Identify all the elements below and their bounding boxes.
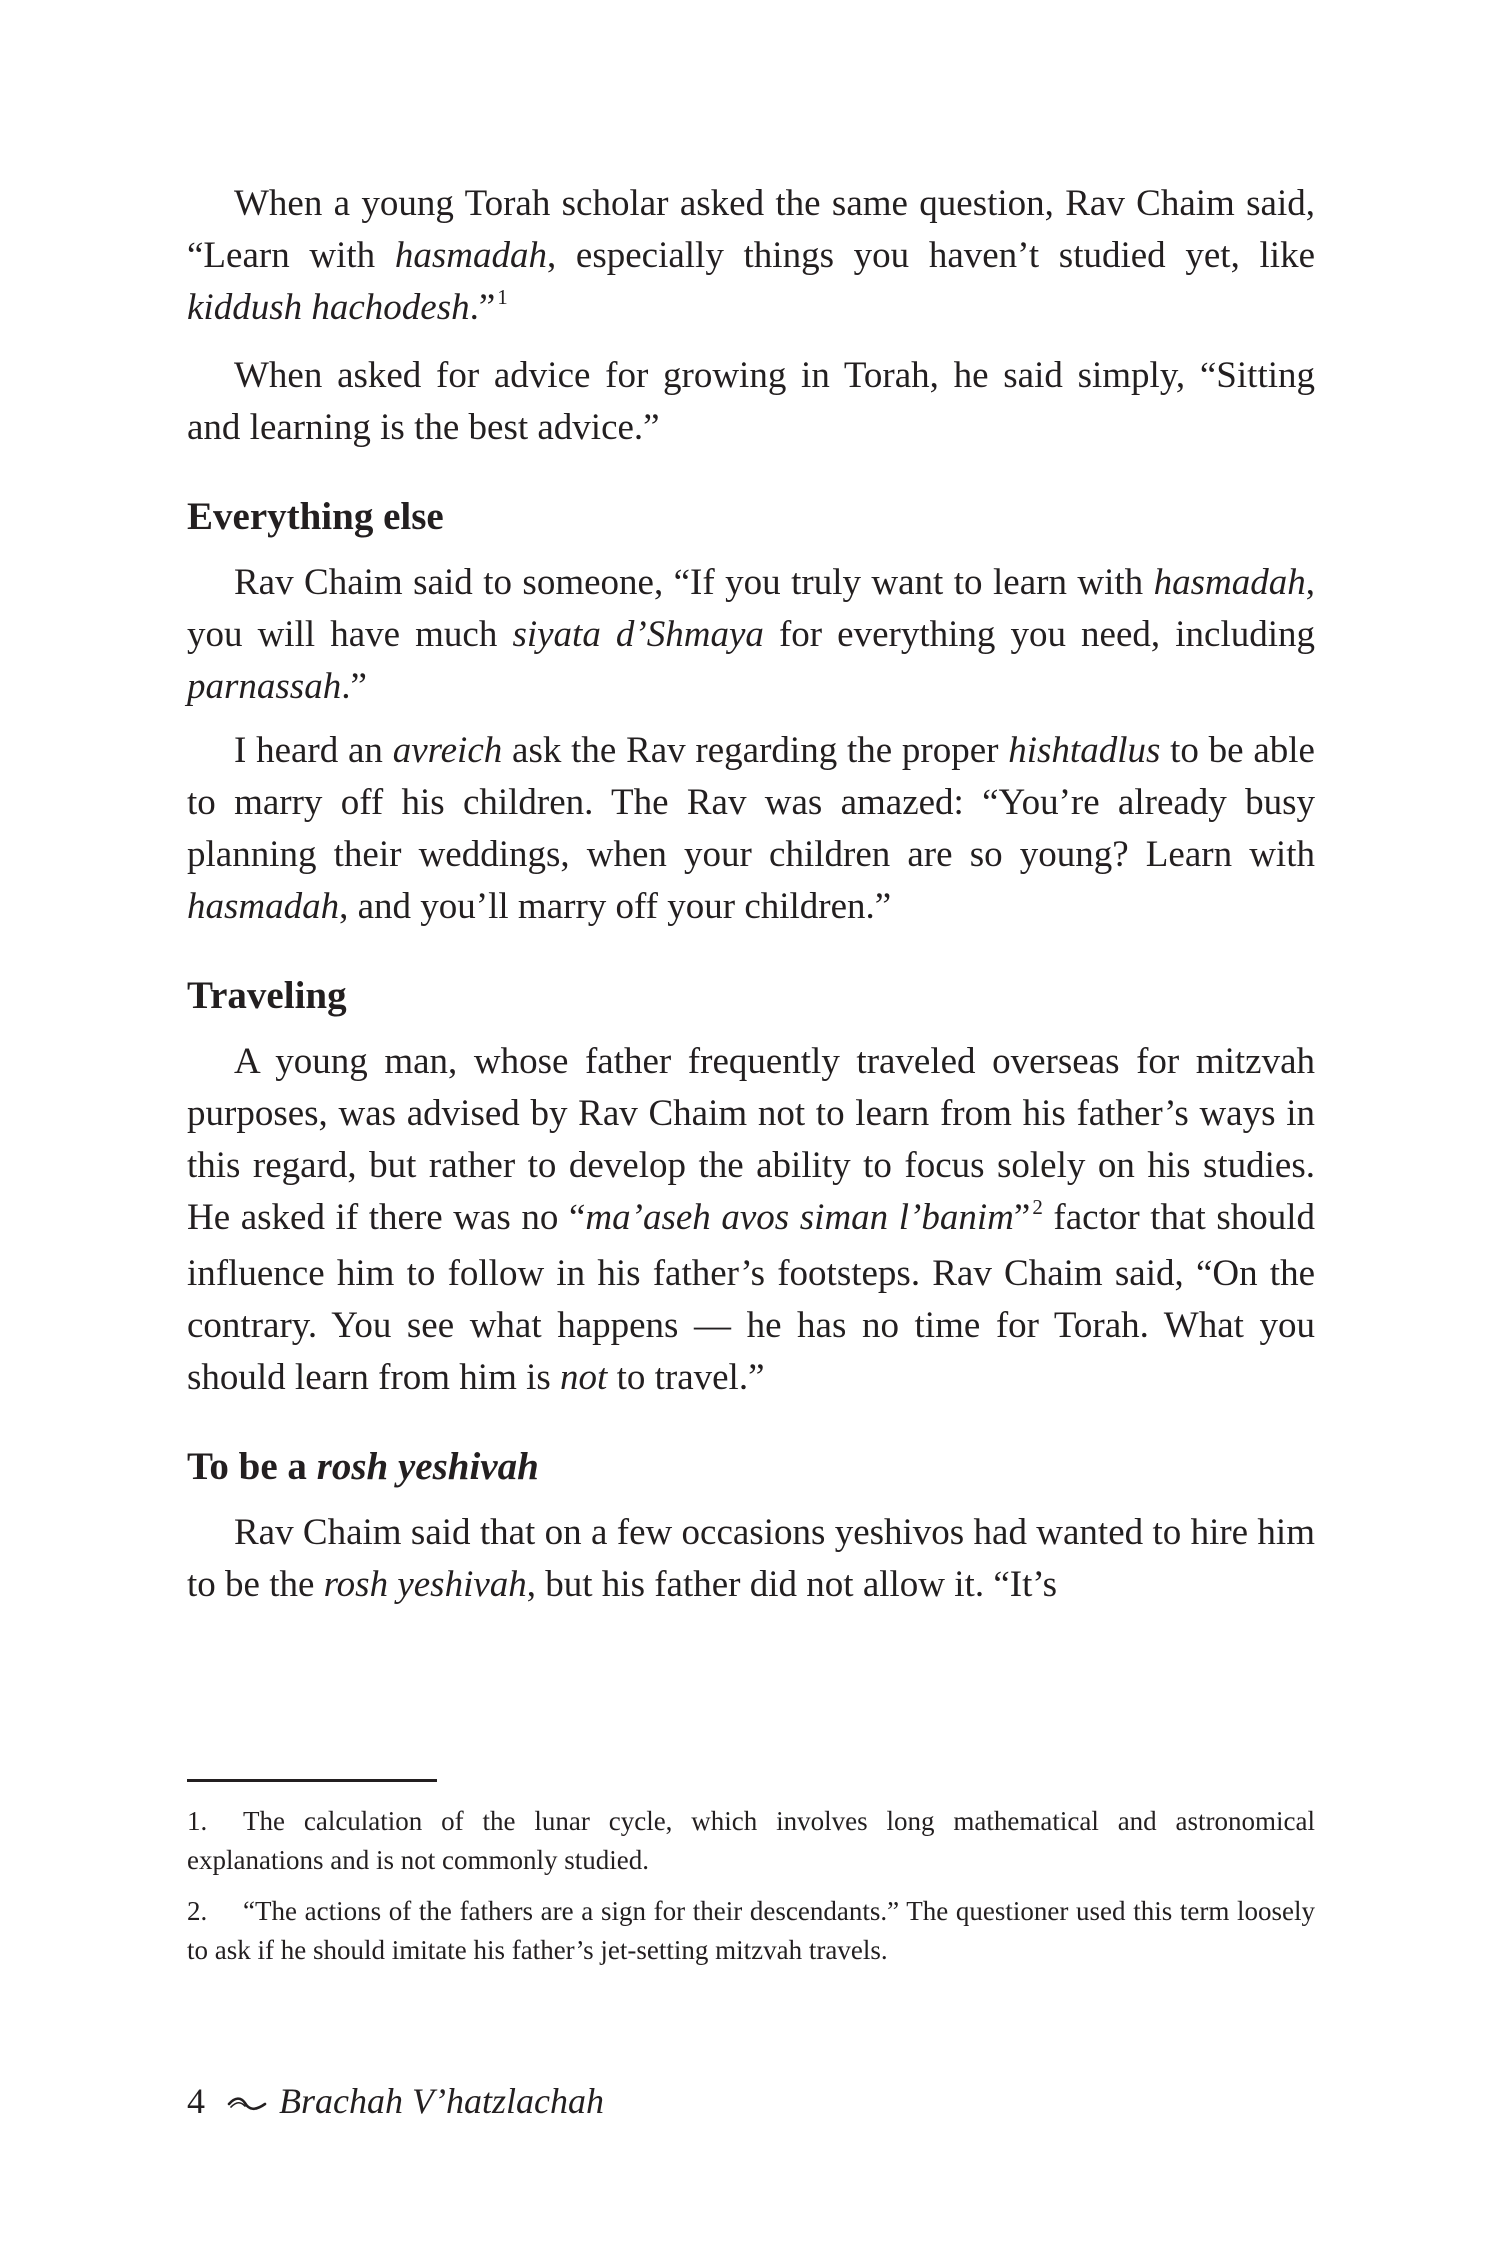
italic-term: hasmadah bbox=[187, 886, 340, 927]
text-run: , especially things you haven’t studied yet, like bbox=[546, 235, 1315, 276]
body-paragraph bbox=[187, 350, 1315, 454]
footnote-number: 2. bbox=[187, 1896, 208, 1926]
footnote bbox=[187, 1802, 1315, 1880]
italic-term: avreich bbox=[392, 730, 503, 771]
text-run: Traveling bbox=[187, 974, 347, 1017]
footnote-text: “The actions of the fathers are a sign for their descendants.” The questioner used this term loosely to ask if he should imitate his father’s jet-setting mitzvah travels. bbox=[187, 1896, 1315, 1965]
italic-term: rosh yeshivah bbox=[323, 1564, 527, 1605]
text-run: Rav Chaim said that on a few occasions yeshivos had wanted to hire him to be the bbox=[187, 1512, 1315, 1605]
italic-term: siyata d’Shmaya bbox=[512, 614, 764, 655]
running-title: Brachah V’hatzlachah bbox=[279, 2081, 604, 2121]
text-run: for everything you need, including bbox=[763, 614, 1315, 655]
body-paragraph bbox=[187, 725, 1315, 933]
body-paragraph bbox=[187, 557, 1315, 713]
ornament-swash-icon bbox=[227, 2095, 267, 2115]
text-run: A young man, whose father frequently traveled overseas for mitzvah purposes, was advised by Rav Chaim not to learn from his father’s ways in this regard, but rather to develop the ability to focus solely on his studies. He asked if there was no “ bbox=[187, 1041, 1315, 1238]
text-run: , but his father did not allow it. “It’s bbox=[526, 1564, 1058, 1605]
footnotes bbox=[187, 1802, 1315, 1970]
text-run: .” bbox=[341, 666, 367, 707]
section-heading bbox=[187, 491, 1315, 543]
text-run: Everything else bbox=[187, 495, 444, 538]
italic-term: kiddush hachodesh bbox=[187, 287, 470, 328]
body-paragraph bbox=[187, 1507, 1315, 1611]
text-run: factor that should influence him to follow in his father’s footsteps. Rav Chaim said, “On the contrary. You see what happens — he has no time for Torah. What you should learn from him is bbox=[187, 1197, 1315, 1398]
italic-term: ma’aseh avos siman l’banim bbox=[585, 1197, 1014, 1238]
italic-term: rosh yeshivah bbox=[316, 1445, 539, 1488]
body-paragraph bbox=[187, 1036, 1315, 1404]
section-heading bbox=[187, 970, 1315, 1022]
text-run: , you will have much bbox=[187, 562, 1315, 655]
text-run: To be a bbox=[187, 1445, 317, 1488]
section-heading bbox=[187, 1441, 1315, 1493]
italic-term: parnassah bbox=[187, 666, 342, 707]
body-paragraph bbox=[187, 178, 1315, 338]
italic-term: hasmadah bbox=[1153, 562, 1306, 603]
footnote-number: 1. bbox=[187, 1806, 208, 1836]
footnote-rule bbox=[187, 1779, 437, 1782]
text-run: I heard an bbox=[234, 730, 393, 771]
text-run: to travel.” bbox=[607, 1357, 765, 1398]
text-run: .” bbox=[469, 287, 496, 328]
text-run: , and you’ll marry off your children.” bbox=[339, 886, 892, 927]
italic-term: not bbox=[560, 1357, 608, 1398]
italic-term: hishtadlus bbox=[1008, 730, 1161, 771]
footnote-marker: 1 bbox=[497, 285, 508, 309]
footnote bbox=[187, 1892, 1315, 1970]
text-run: to be able to marry off his children. The Rav was amazed: “You’re already busy planning their weddings, when your children are so young? Learn with bbox=[187, 730, 1315, 875]
book-page bbox=[187, 0, 1315, 2250]
footnote-marker: 2 bbox=[1032, 1195, 1043, 1219]
page-number: 4 bbox=[187, 2081, 205, 2121]
text-run: Rav Chaim said to someone, “If you truly want to learn with bbox=[234, 562, 1154, 603]
footnote-text: The calculation of the lunar cycle, which involves long mathematical and astronomical explanations and is not commonly studied. bbox=[187, 1806, 1315, 1875]
body-text bbox=[187, 178, 1315, 1611]
text-run: When a young Torah scholar asked the same question, Rav Chaim said, “Learn with bbox=[187, 183, 1315, 276]
text-run: When asked for advice for growing in Torah, he said simply, “Sitting and learning is the best advice.” bbox=[187, 355, 1315, 448]
page-footer bbox=[187, 2075, 604, 2127]
text-run: ask the Rav regarding the proper bbox=[502, 730, 1009, 771]
italic-term: hasmadah bbox=[394, 235, 547, 276]
text-run: ” bbox=[1013, 1197, 1031, 1238]
